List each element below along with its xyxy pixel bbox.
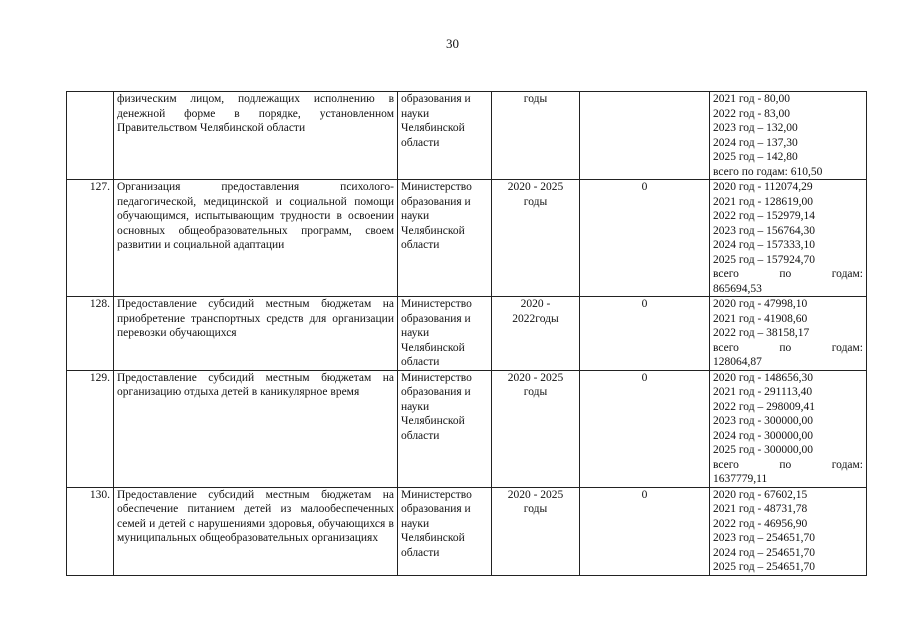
financing-year-line: 2022 год – 152979,14 [713, 210, 815, 222]
row-number: 129. [67, 370, 114, 487]
financing-year-line: 2021 год - 41908,60 [713, 312, 808, 325]
term-cell [492, 180, 580, 297]
financing-cell [710, 487, 867, 575]
executor-line: науки [401, 210, 430, 222]
executor-line: науки [401, 327, 430, 339]
executor-line: Министерство [401, 181, 472, 193]
financing-total-line [713, 341, 863, 356]
term-line: годы [523, 93, 548, 105]
page-number: 30 [446, 36, 459, 51]
financing-year-line: 2023 год – 156764,30 [713, 224, 815, 237]
activity-name: Предоставление субсидий местным бюджетам на обеспечение питанием детей из малообеспеченных семей и детей с нарушениями здоровья, обучающихся в муниципальных общеобразовательных организациях [114, 487, 398, 575]
financing-total-word: годам: [831, 458, 863, 471]
financing-total-word: по [779, 268, 792, 280]
term-line: годы [523, 195, 548, 208]
financing-year-line: 2024 год – 254651,70 [713, 546, 815, 559]
term-line: 2022годы [512, 312, 559, 325]
financing-year-line: 2022 год – 298009,41 [713, 400, 815, 413]
executor-line: Министерство [401, 371, 472, 384]
financing-year-line: 2021 год - 128619,00 [713, 195, 814, 208]
term-line: 2020 - [520, 298, 551, 310]
financing-year-line: 2023 год – 254651,70 [713, 532, 815, 544]
financing-total-word: всего [713, 458, 739, 471]
executor-line: образования и [401, 312, 471, 325]
financing-cell [710, 370, 867, 487]
executor-cell [398, 180, 492, 297]
executor-line: Челябинской [401, 224, 465, 237]
term-line: 2020 - 2025 [507, 371, 564, 384]
financing-year-line: 2022 год – 38158,17 [713, 327, 810, 339]
financing-total-word: по [779, 341, 792, 354]
executor-cell [398, 297, 492, 371]
executor-line: Челябинской [401, 415, 465, 427]
activity-name: Предоставление субсидий местным бюджетам на организацию отдыха детей в каникулярное время [114, 370, 398, 487]
financing-total-line [713, 458, 863, 473]
financing-year-line: 2023 год – 132,00 [713, 122, 798, 134]
table-row [67, 370, 867, 487]
executor-line: области [401, 136, 440, 149]
executor-line: Челябинской [401, 341, 465, 354]
financing-year-line: 2023 год - 300000,00 [713, 415, 814, 427]
table-row [67, 487, 867, 575]
executor-line: области [401, 356, 440, 368]
executor-line: науки [401, 400, 430, 413]
financing-cell [710, 297, 867, 371]
financing-year-line: 2021 год - 48731,78 [713, 503, 808, 515]
term-cell [492, 487, 580, 575]
financing-year-line: 2025 год – 254651,70 [713, 561, 815, 573]
activity-name: физическим лицом, подлежащих исполнению в денежной форме в порядке, установленном Правительством Челябинской области [114, 92, 398, 180]
row-number: 127. [67, 180, 114, 297]
financing-year-line: 2025 год - 300000,00 [713, 444, 814, 456]
financing-year-line: 2020 год - 67602,15 [713, 488, 808, 501]
indicator-value: 0 [580, 297, 710, 371]
indicator-value: 0 [580, 370, 710, 487]
executor-line: Министерство [401, 488, 472, 501]
activity-name: Предоставление субсидий местным бюджетам на приобретение транспортных средств для организации перевозки обучающихся [114, 297, 398, 371]
executor-line: области [401, 239, 440, 251]
financing-total-line: всего по годам: 610,50 [713, 165, 823, 178]
financing-cell [710, 92, 867, 180]
executor-line: образования и [401, 195, 471, 208]
executor-cell [398, 487, 492, 575]
table-row [67, 297, 867, 371]
financing-total-word: всего [713, 268, 739, 280]
financing-year-line: 2024 год – 137,30 [713, 136, 798, 149]
term-cell [492, 92, 580, 180]
financing-year-line: 2024 год - 300000,00 [713, 429, 814, 442]
executor-line: Министерство [401, 298, 472, 310]
table-row [67, 92, 867, 180]
executor-line: науки [401, 517, 430, 530]
financing-total-value: 128064,87 [713, 356, 762, 368]
row-number: 128. [67, 297, 114, 371]
activity-name: Организация предоставления психолого-педагогической, медицинской и социальной помощи обучающимся, испытывающим трудности в освоении основных общеобразовательных программ, своем развитии и социальной адаптации [114, 180, 398, 297]
executor-cell [398, 370, 492, 487]
executor-line: Челябинской [401, 122, 465, 134]
financing-total-word: годам: [831, 268, 863, 280]
financing-year-line: 2020 год - 47998,10 [713, 298, 808, 310]
program-activities-table [66, 91, 867, 576]
executor-line: науки [401, 107, 430, 120]
term-line: 2020 - 2025 [507, 488, 564, 501]
executor-line: образования и [401, 93, 471, 105]
financing-cell [710, 180, 867, 297]
financing-total-word: всего [713, 341, 739, 354]
financing-year-line: 2020 год - 112074,29 [713, 181, 813, 193]
table-row [67, 180, 867, 297]
executor-line: образования и [401, 386, 471, 398]
financing-year-line: 2022 год - 83,00 [713, 107, 791, 120]
executor-line: области [401, 546, 440, 559]
financing-total-line [713, 267, 863, 282]
financing-year-line: 2025 год – 157924,70 [713, 253, 815, 266]
financing-year-line: 2021 год - 291113,40 [713, 386, 813, 398]
executor-line: Челябинской [401, 532, 465, 544]
row-number [67, 92, 114, 180]
term-line: 2020 - 2025 [507, 181, 564, 193]
term-line: годы [523, 503, 548, 515]
executor-line: области [401, 429, 440, 442]
indicator-value: 0 [580, 487, 710, 575]
term-cell [492, 370, 580, 487]
executor-cell [398, 92, 492, 180]
financing-year-line: 2024 год – 157333,10 [713, 239, 815, 251]
indicator-value [580, 92, 710, 180]
financing-year-line: 2021 год - 80,00 [713, 93, 791, 105]
financing-year-line: 2025 год – 142,80 [713, 151, 798, 163]
financing-total-value: 865694,53 [713, 282, 762, 295]
row-number: 130. [67, 487, 114, 575]
financing-year-line: 2020 год - 148656,30 [713, 371, 814, 384]
financing-total-word: по [779, 458, 792, 471]
term-cell [492, 297, 580, 371]
executor-line: образования и [401, 503, 471, 515]
financing-total-value: 1637779,11 [713, 473, 768, 485]
term-line: годы [523, 386, 548, 398]
financing-year-line: 2022 год - 46956,90 [713, 517, 808, 530]
financing-total-word: годам: [831, 341, 863, 354]
indicator-value: 0 [580, 180, 710, 297]
